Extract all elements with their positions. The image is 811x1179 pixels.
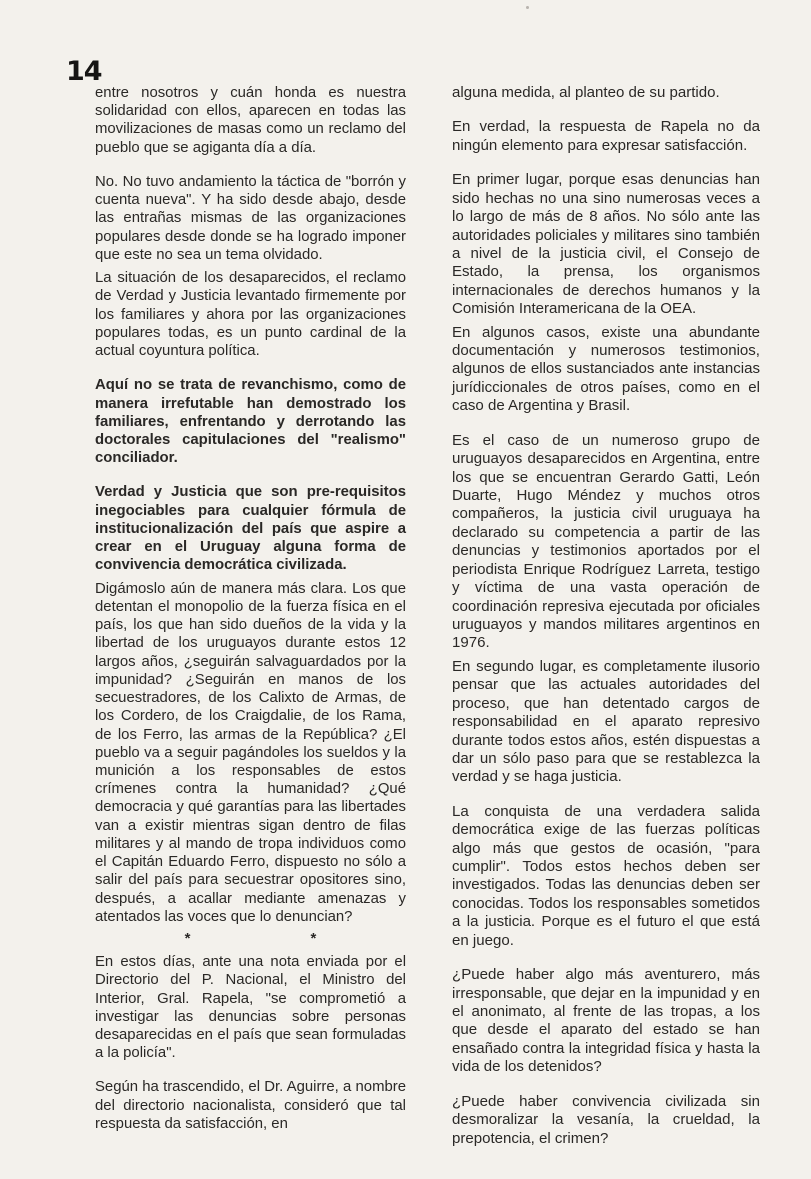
paragraph: En algunos casos, existe una abundante documentación y numerosos testimonios, algunos de ellos sustanciados ante instancias jurídiccionales de otros países, como en el caso de Argentina y Brasil. [452,323,760,415]
right-column [452,84,760,1164]
paragraph: Es el caso de un numeroso grupo de uruguayos desaparecidos en Argentina, entre los que se encuentran Gerardo Gatti, León Duarte, Hugo Méndez y muchos otros compañeros, la justicia civil uruguaya ha declarado su competencia a partir de las denuncias y testimonios aportados por el periodista Enrique Rodríguez Larreta, testigo y víctima de una vasta operación de coordinación represiva ejecutada por oficiales uruguayos y mandos militares argentinos en 1976. [452,431,760,652]
paragraph: En primer lugar, porque esas denuncias han sido hechas no una sino numerosas veces a lo largo de más de 8 años. No sólo ante las autoridades policiales y militares sino también a nivel de la justicia civil, el Consejo de Estado, la prensa, los organismos internacionales de derechos humanos y la Comisión Interamericana de la OEA. [452,171,760,318]
paragraph: En segundo lugar, es completamente ilusorio pensar que las actuales autoridades del proceso, que han detentado cargos de responsabilidad en el aparato represivo durante todos estos años, estén dispuestas a dar un sólo paso para que se restablezca la verdad y se haga justicia. [452,657,760,786]
paragraph: En estos días, ante una nota enviada por el Directorio del P. Nacional, el Ministro del Interior, Gral. Rapela, "se comprometió a investigar las denuncias sobre personas desaparecidas en el país que sean formuladas a la policía". [95,954,406,1062]
paragraph: ¿Puede haber convivencia civilizada sin desmoralizar la vesanía, la crueldad, la prepotencia, el crimen? [452,1092,760,1147]
page-number: 14 [66,56,102,87]
paragraph: Según ha trascendido, el Dr. Aguirre, a nombre del directorio nacionalista, consideró que tal respuesta da satisfacción, en [95,1079,406,1132]
section-separator [95,931,406,947]
paragraph: Verdad y Justicia que son pre-requisitos inegociables para cualquier fórmula de institucionalización del país que aspire a crear en el Uruguay alguna forma de convivencia democrática civilizada. [95,484,406,574]
paragraph: Aquí no se trata de revanchismo, como de manera irrefutable han demostrado los familiares, enfrentando y derrotando las doctorales capitulaciones del "realismo" conciliador. [95,377,406,467]
paragraph: No. No tuvo andamiento la táctica de "borrón y cuenta nueva". Y ha sido desde abajo, desde las entrañas mismas de las organizaciones populares desde donde se ha logrado imponer que este no sea un tema olvidado. [95,173,406,263]
asterisk: * [184,930,191,948]
paragraph: La conquista de una verdadera salida democrática exige de las fuerzas políticas algo más que gestos de ocasión, "para cumplir". Todos estos hechos deben ser investigados. Todas las denuncias deben ser conocidas. Todos los responsables sometidos a la justicia. Porque es el futuro el que está en juego. [452,802,760,949]
paragraph: entre nosotros y cuán honda es nuestra solidaridad con ellos, aparecen en todas las movilizaciones de masas como un reclamo del pueblo que se agiganta día a día. [95,85,406,156]
paragraph: ¿Puede haber algo más aventurero, más irresponsable, que dejar en la impunidad y en el anonimato, al frente de las tropas, a los que desde el aparato del estado se han ensañado contra la integridad física y hasta la vida de los detenidos? [452,966,760,1076]
paragraph: Digámoslo aún de manera más clara. Los que detentan el monopolio de la fuerza física en el país, los que han sido dueños de la vida y la libertad de los uruguayos durante estos 12 largos años, ¿seguirán salvaguardados por la impunidad? ¿Seguirán en manos de los secuestradores, de los Calixto de Armas, de los Cordero, de los Craigdalie, de los Rama, de los Ferro, las armas de la República? ¿El pueblo va a seguir pagándoles los sueldos y la munición a los responsables de estos crímenes contra la humanidad? ¿Qué democracia y qué garantías para las libertades van a existir mientras sigan dentro de filas militares y al mando de tropa individuos como el Capitán Eduardo Ferro, dispuesto no sólo a salir del país para secuestrar opositores sino, después, a acallar mediante amenazas y atentados las voces que lo denuncian? [95,580,406,925]
paragraph: La situación de los desaparecidos, el reclamo de Verdad y Justicia levantado firmemente por los familiares y ahora por las organizaciones populares todas, es un punto cardinal de la actual coyuntura política. [95,270,406,360]
asterisk: * [310,930,317,948]
paragraph: En verdad, la respuesta de Rapela no da ningún elemento para expresar satisfacción. [452,118,760,154]
left-column [95,84,406,1149]
paragraph: alguna medida, al planteo de su partido. [452,84,720,101]
paper-speck [526,6,529,9]
